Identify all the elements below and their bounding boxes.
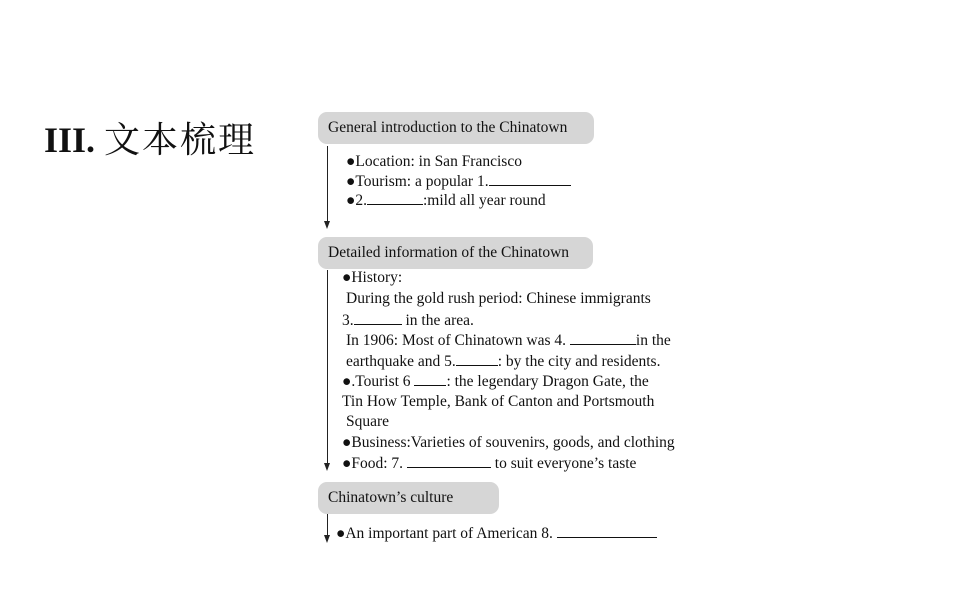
history-line: ●History: bbox=[342, 269, 403, 286]
slide-title bbox=[44, 112, 256, 163]
section-heading-general-introduction: General introduction to the Chinatown bbox=[318, 112, 594, 144]
blank-3 bbox=[354, 310, 402, 325]
tourist-line: ●.Tourist 6 : the legendary Dragon Gate, the bbox=[342, 373, 649, 390]
title-chinese-text: 文本梳理 bbox=[104, 120, 257, 161]
gold-rush-line: During the gold rush period: Chinese immigrants bbox=[346, 290, 651, 307]
section-3-flow-arrow-head bbox=[324, 535, 330, 543]
section-3-flow-arrow-line bbox=[327, 514, 328, 536]
square-line: Square bbox=[346, 413, 390, 430]
section-1-flow-arrow-head bbox=[324, 221, 330, 229]
1906-line: In 1906: Most of Chinatown was 4. in the bbox=[346, 332, 671, 349]
location-line: ●Location: in San Francisco bbox=[346, 153, 522, 170]
american-culture-line: ●An important part of American 8. bbox=[336, 523, 657, 544]
blank-1 bbox=[489, 171, 571, 186]
section-2-flow-arrow-line bbox=[327, 270, 328, 464]
tourism-line: ●Tourism: a popular 1. bbox=[346, 171, 571, 192]
blank-2 bbox=[367, 190, 423, 205]
blank-7 bbox=[407, 453, 491, 468]
earthquake-line: earthquake and 5. : by the city and residents. bbox=[346, 353, 661, 370]
blank-5 bbox=[456, 351, 498, 366]
title-roman-numeral: III. bbox=[44, 120, 96, 160]
blank-8 bbox=[557, 523, 657, 538]
food-line: ●Food: 7. to suit everyone’s taste bbox=[342, 455, 637, 472]
section-heading-detailed-information: Detailed information of the Chinatown bbox=[318, 237, 593, 269]
blank-4 bbox=[570, 330, 636, 345]
section-1-flow-arrow-line bbox=[327, 146, 328, 222]
immigrants-line: 3. in the area. bbox=[342, 312, 474, 329]
blank-6 bbox=[414, 371, 446, 386]
business-line: ●Business:Varieties of souvenirs, goods, and clothing bbox=[342, 434, 675, 451]
section-heading-culture: Chinatown’s culture bbox=[318, 482, 499, 514]
section-2-flow-arrow-head bbox=[324, 463, 330, 471]
tin-how-temple-line: Tin How Temple, Bank of Canton and Portsmouth bbox=[342, 393, 655, 410]
climate-line: ●2. :mild all year round bbox=[346, 192, 546, 209]
